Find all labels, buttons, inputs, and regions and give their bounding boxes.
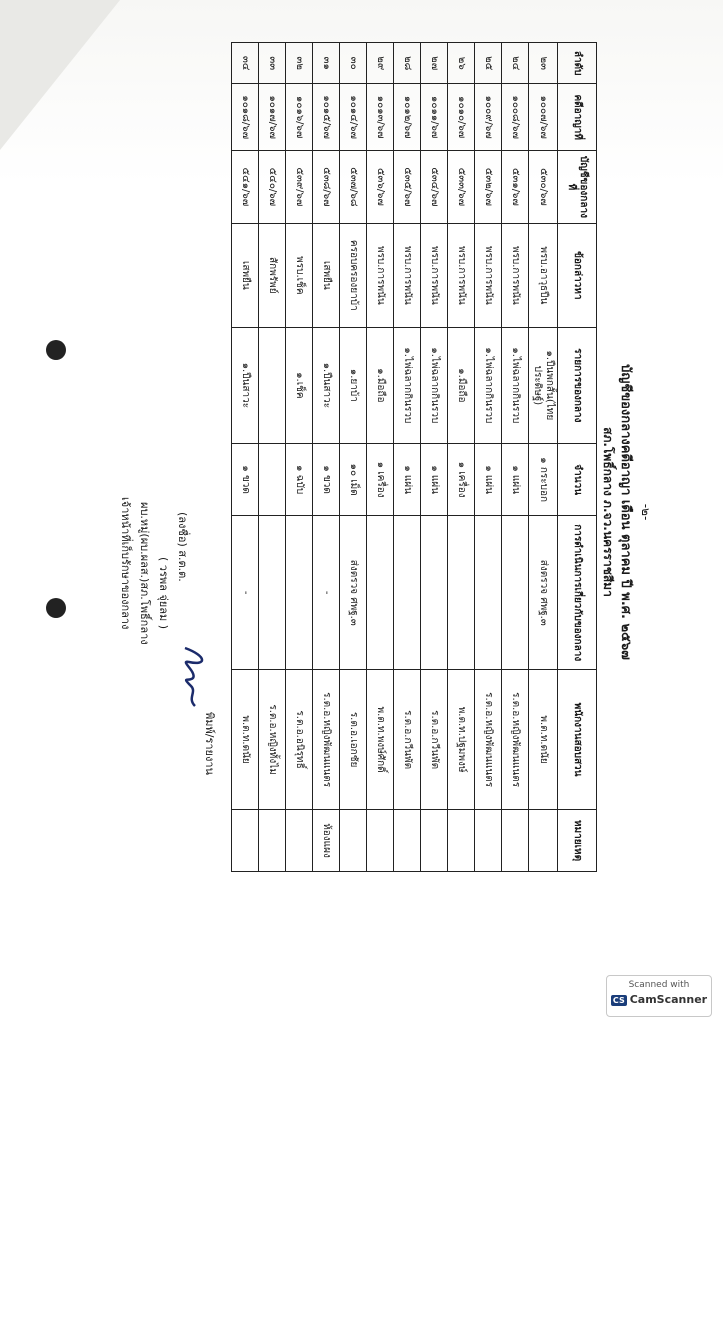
cell-quantity: ๑ เครื่อง [367,444,394,516]
cell-quantity: ๑ ขวด [232,444,259,516]
header-action: การดำเนินการเกี่ยวกับของกลาง [558,516,597,670]
cell-case-no: ๑๐๑๗/๖๗ [259,84,286,151]
header-evidence-list-no: บัญชีของกลางที่ [558,151,597,224]
cell-case-no: ๑๐๑๑/๖๗ [421,84,448,151]
cell-seq: ๒๕ [475,43,502,84]
cell-quantity [259,444,286,516]
cell-quantity: ๑ แผ่น [421,444,448,516]
cell-investigator: ร.ต.อ.หญิงพัฒนแนตร [502,670,529,810]
cell-case-no: ๑๐๑๔/๖๗ [340,84,367,151]
cell-remarks [448,810,475,872]
document-subtitle: สภ.โพธิ์กลาง ภ.จว.นครราชสีมา [601,427,615,597]
table-row [313,43,340,872]
camscanner-badge [606,975,712,1017]
cell-evidence-list-no: ๕๓๐/๖๗ [529,151,558,224]
table-row [232,43,259,872]
cell-charge: พรบ.เช็ค [286,223,313,327]
cell-action: ส่งตรวจ ศพฐ.๓ [340,516,367,670]
cell-case-no: ๑๐๐๘/๖๗ [502,84,529,151]
cell-action [286,516,313,670]
cell-action: - [232,516,259,670]
cell-charge: เสพยืน [232,223,259,327]
cell-evidence-list-no: ๕๓๗/๖๘ [340,151,367,224]
camscanner-logo-icon: CS [612,996,625,1005]
table-row [475,43,502,872]
evidence-table [231,42,597,872]
page-number: -๒- [639,503,653,521]
signer-role: เจ้าหน้าที่เก็บรักษาของกลาง [119,497,132,630]
cell-action [502,516,529,670]
cell-evidence-list-no: ๕๓๘/๖๗ [313,151,340,224]
cell-case-no: ๑๐๑๐/๖๗ [448,84,475,151]
cell-action [394,516,421,670]
cell-action: ส่งตรวจ ศพฐ.๓ [529,516,558,670]
cell-charge: พรบ.การพนัน [475,223,502,327]
cell-charge: พรบ.อาวุธปืน [529,223,558,327]
cell-quantity: ๑ แผ่น [502,444,529,516]
cell-quantity: ๑ กระบอก [529,444,558,516]
cell-quantity: ๑ ขวด [313,444,340,516]
table-row [259,43,286,872]
cell-investigator: ร.ต.อ.หญิงพัฒนแนตร [313,670,340,810]
cell-remarks [475,810,502,872]
cell-investigator: ร.ต.อ.อนิรุทธิ์ [286,670,313,810]
signer-name: ( วรพล จุ่ยลม ) [157,557,170,630]
cell-seq: ๓๐ [340,43,367,84]
cell-charge: พรบ.การพนัน [448,223,475,327]
table-row [502,43,529,872]
cell-action: - [313,516,340,670]
header-seq: ลำดับ [558,43,597,84]
header-investigator: พนักงานสอบสวน [558,670,597,810]
cell-seq: ๒๘ [394,43,421,84]
cell-evidence-items: ๑.ยาบ้า [340,327,367,443]
cell-case-no: ๑๐๑๘/๖๗ [232,84,259,151]
table-row [367,43,394,872]
cell-remarks [232,810,259,872]
header-quantity: จำนวน [558,444,597,516]
cell-seq: ๒๖ [448,43,475,84]
cell-investigator: ร.ต.อ.หญิงทั้งไม [259,670,286,810]
signer-position: ผบ.หมู่(ผบ.ผลส.)สภ.โพธิ์กลาง [138,502,151,645]
cell-seq: ๒๔ [502,43,529,84]
cell-charge: พรบ.การพนัน [421,223,448,327]
table-row [394,43,421,872]
cell-evidence-list-no: ๕๓๙/๖๗ [286,151,313,224]
camscanner-brand: CamScanner [629,993,708,1006]
cell-investigator: พ.ต.ท.ดนัย [529,670,558,810]
cell-charge: เสพยืน [313,223,340,327]
cell-evidence-items: ๑.เช็ค [286,327,313,443]
table-row [529,43,558,872]
cell-evidence-list-no: ๕๓๖/๖๗ [367,151,394,224]
cell-remarks [259,810,286,872]
cell-case-no: ๑๐๐๗/๖๗ [529,84,558,151]
cell-evidence-items: ๑.ปืนสาวะ [313,327,340,443]
cell-quantity: ๑๐ เม็ด [340,444,367,516]
cell-case-no: ๑๐๐๙/๖๗ [475,84,502,151]
cell-quantity: ๑ ฉบับ [286,444,313,516]
cell-evidence-items: ๑.ไพ่ฉลากกินรวบ [394,327,421,443]
cell-remarks [286,810,313,872]
cell-action [475,516,502,670]
cell-investigator: พ.ต.ท.ดนัย [232,670,259,810]
cell-remarks [421,810,448,872]
cell-evidence-list-no: ๕๓๕/๖๗ [394,151,421,224]
table-row [421,43,448,872]
cell-investigator: ร.ต.อ.เอกชัย [340,670,367,810]
cell-quantity: ๑ แผ่น [475,444,502,516]
report-label: พิมพ์/รายงาน [203,712,216,776]
cell-charge: พรบ.การพนัน [367,223,394,327]
cell-investigator: พ.ต.ท.ปฐมพงษ์ [448,670,475,810]
cell-evidence-items: ๑.ไพ่ฉลากกินรวบ [502,327,529,443]
cell-evidence-items: ๑.ไพ่ฉลากกินรวบ [421,327,448,443]
cell-seq: ๒๗ [421,43,448,84]
cell-evidence-items: ๑.ไพ่ฉลากกินรวบ [475,327,502,443]
cell-charge: สักพรัพย์ [259,223,286,327]
signed-label: (ลงชื่อ) ส.ต.ต. [176,512,189,582]
cell-evidence-list-no: ๕๓๑/๖๗ [502,151,529,224]
cell-evidence-list-no: ๕๔๑/๖๗ [232,151,259,224]
cell-evidence-list-no: ๕๓๔/๖๗ [421,151,448,224]
punch-hole [46,340,66,360]
cell-charge: พรบ.การพนัน [394,223,421,327]
table-header-row [558,43,597,872]
cell-evidence-items: ๑.มือถือ [448,327,475,443]
cell-seq: ๓๓ [259,43,286,84]
cell-evidence-list-no: ๕๓๓/๖๗ [448,151,475,224]
cell-evidence-items: ๑.มือถือ [367,327,394,443]
cell-action [259,516,286,670]
cell-remarks [529,810,558,872]
table-body [232,43,558,872]
cell-remarks [367,810,394,872]
cell-action [367,516,394,670]
cell-seq: ๒๙ [367,43,394,84]
cell-investigator: พ.ต.ท.พงษ์ศักดิ์ [367,670,394,810]
header-charge: ข้อกล่าวหา [558,223,597,327]
cell-evidence-items: ๑.ปืนพกสั้น(ไทยประดิษฐ์) [529,327,558,443]
header-case-no: คดีอาญาที่ [558,84,597,151]
cell-seq: ๒๓ [529,43,558,84]
cell-evidence-list-no: ๕๓๒/๖๗ [475,151,502,224]
cell-quantity: ๑ แผ่น [394,444,421,516]
cell-remarks [502,810,529,872]
scanned-with-text: Scanned with [628,980,690,990]
cell-action [448,516,475,670]
cell-evidence-items: ๑.ปืนสาวะ [232,327,259,443]
cell-remarks [394,810,421,872]
cell-case-no: ๑๐๑๖/๖๗ [286,84,313,151]
cell-case-no: ๑๐๑๕/๖๗ [313,84,340,151]
cell-remarks [340,810,367,872]
table-row [448,43,475,872]
cell-evidence-items [259,327,286,443]
cell-quantity: ๑ เครื่อง [448,444,475,516]
table-row [340,43,367,872]
cell-investigator: ร.ต.อ.กวีนพัต [421,670,448,810]
rotated-document [72,32,657,992]
cell-evidence-list-no: ๕๔๐/๖๗ [259,151,286,224]
cell-charge: พรบ.การพนัน [502,223,529,327]
cell-seq: ๓๒ [286,43,313,84]
cell-investigator: ร.ต.อ.กวีนพัต [394,670,421,810]
cell-seq: ๓๑ [313,43,340,84]
cell-charge: ครอบครองยาบ้า [340,223,367,327]
cell-action [421,516,448,670]
header-remarks: หมายเหตุ [558,810,597,872]
cell-seq: ๓๔ [232,43,259,84]
punch-hole [46,598,66,618]
table-row [286,43,313,872]
cell-case-no: ๑๐๑๓/๖๗ [367,84,394,151]
cell-case-no: ๑๐๑๒/๖๗ [394,84,421,151]
cell-remarks: ห้องแผง [313,810,340,872]
cell-investigator: ร.ต.อ.หญิงพัฒนแนตร [475,670,502,810]
document-title: บัญชีของกลางคดีอาญา เดือน ตุลาคม ปี พ.ศ. ๒๕๖๗ [618,364,633,660]
header-evidence-items: รายการของกลาง [558,327,597,443]
